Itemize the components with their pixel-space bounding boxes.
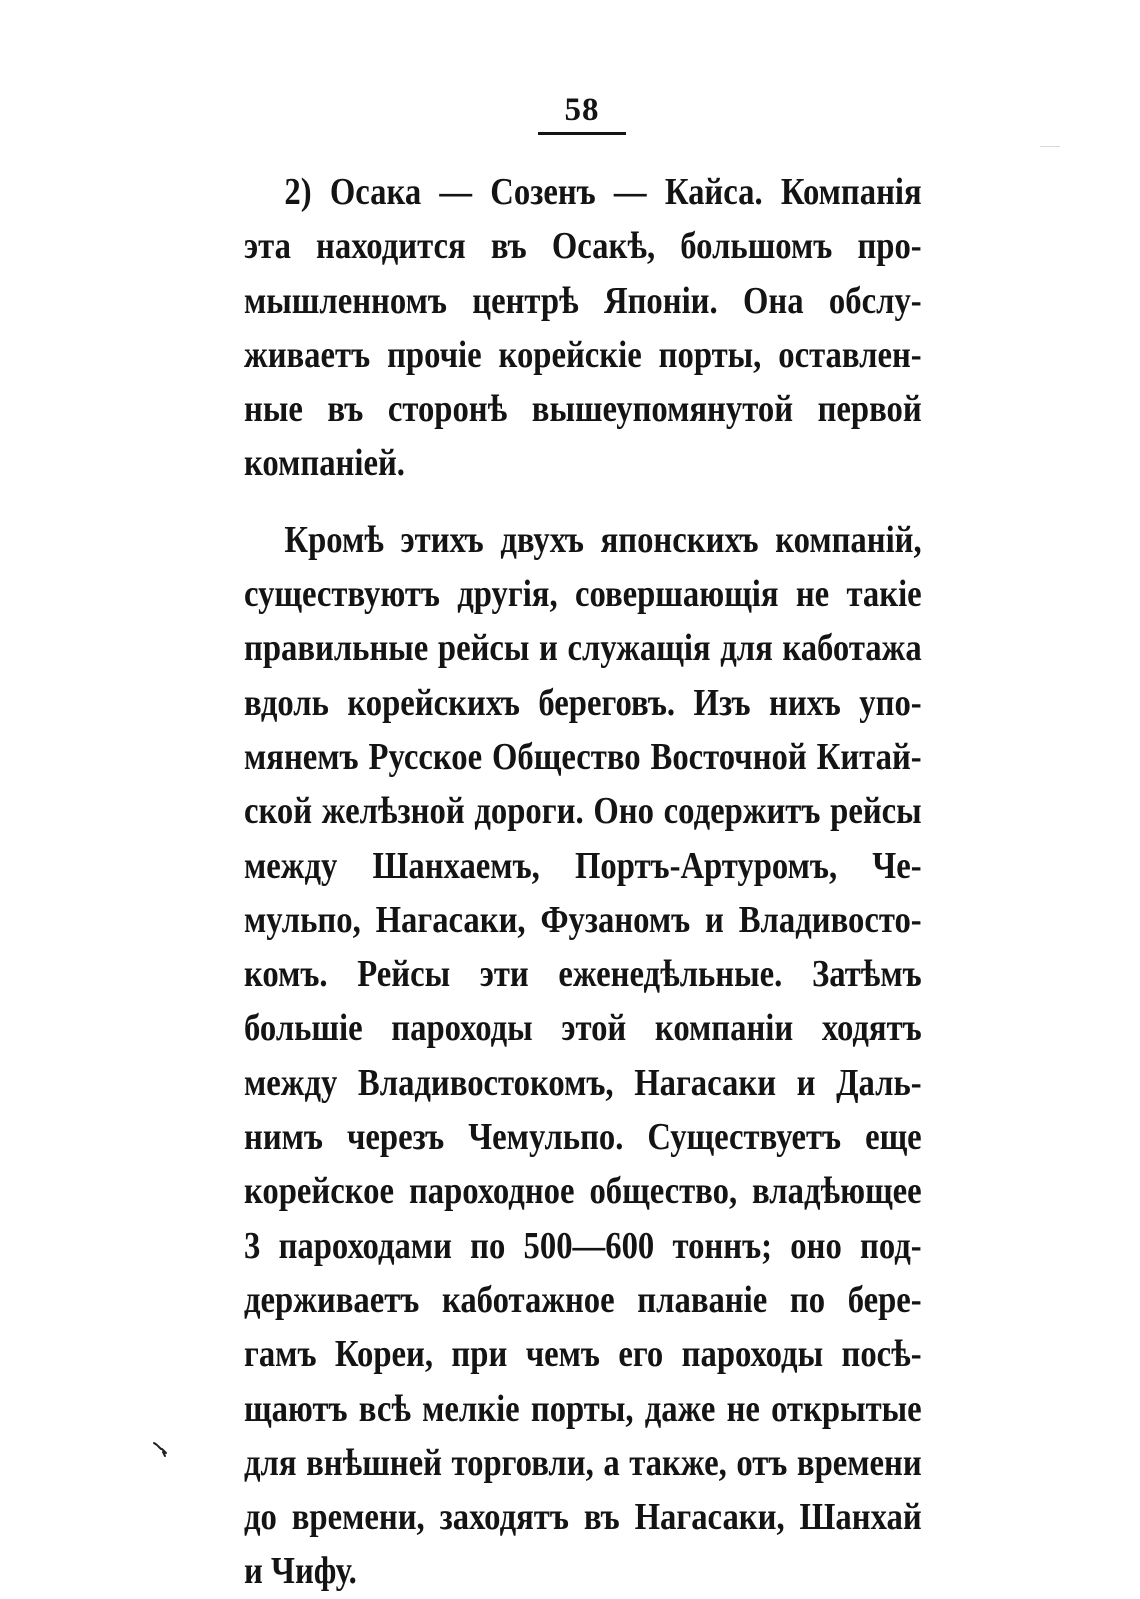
page-number: 58 <box>564 92 600 128</box>
text-line: правильные рейсы и служащія для каботажа <box>244 627 922 670</box>
paragraph-2 <box>244 513 922 1599</box>
text-line: Кромѣ этихъ двухъ японскихъ компаній, <box>284 518 922 561</box>
text-line: до времени, заходятъ въ Нагасаки, Шанхай <box>244 1496 922 1539</box>
body-text <box>244 165 922 1599</box>
text-line: держиваетъ каботажное плаваніе по бере- <box>244 1278 922 1321</box>
text-line: ные въ сторонѣ вышеупомянутой первой <box>244 388 922 431</box>
text-line: корейское пароходное общество, владѣющее <box>244 1170 922 1213</box>
text-line: между Владивостокомъ, Нагасаки и Даль- <box>244 1061 922 1104</box>
text-line: большіе пароходы этой компаніи ходятъ <box>244 1007 922 1050</box>
text-line: нимъ черезъ Чемульпо. Существуетъ еще <box>244 1116 922 1159</box>
text-line: комъ. Рейсы эти еженедѣльные. Затѣмъ <box>244 953 922 996</box>
text-line: гамъ Кореи, при чемъ его пароходы посѣ- <box>244 1333 922 1376</box>
text-line: существуютъ другія, совершающія не такіе <box>244 573 922 616</box>
text-line: 2) Осака — Созенъ — Кайса. Компанія <box>284 171 922 213</box>
text-line: компаніей. <box>244 442 405 485</box>
paragraph-1 <box>244 165 922 491</box>
text-line: мульпо, Нагасаки, Фузаномъ и Владивосто- <box>244 898 922 941</box>
text-line: 3 пароходами по 500—600 тоннъ; оно под- <box>244 1224 922 1267</box>
text-line: эта находится въ Осакѣ, большомъ про- <box>244 225 922 268</box>
paragraph-spacer <box>244 491 922 513</box>
text-line: вдоль корейскихъ береговъ. Изъ нихъ упо- <box>244 681 922 724</box>
text-line: ской желѣзной дороги. Оно содержитъ рейсы <box>244 790 922 833</box>
paper-mark <box>1040 146 1060 147</box>
text-line: и Чифу. <box>244 1550 357 1593</box>
page-number-underline <box>538 132 626 135</box>
text-line: мянемъ Русское Общество Восточной Китай- <box>244 735 922 778</box>
text-line: мышленномъ центрѣ Японіи. Она обслу- <box>244 279 922 322</box>
text-line: живаетъ прочіе корейскіе порты, оставлен- <box>244 333 922 376</box>
text-line: щаютъ всѣ мелкіе порты, даже не открытые <box>244 1387 922 1430</box>
text-line: между Шанхаемъ, Портъ-Артуромъ, Че- <box>244 844 922 887</box>
ink-speck <box>152 1440 170 1458</box>
text-line: для внѣшней торговли, а также, отъ времени <box>244 1441 922 1484</box>
